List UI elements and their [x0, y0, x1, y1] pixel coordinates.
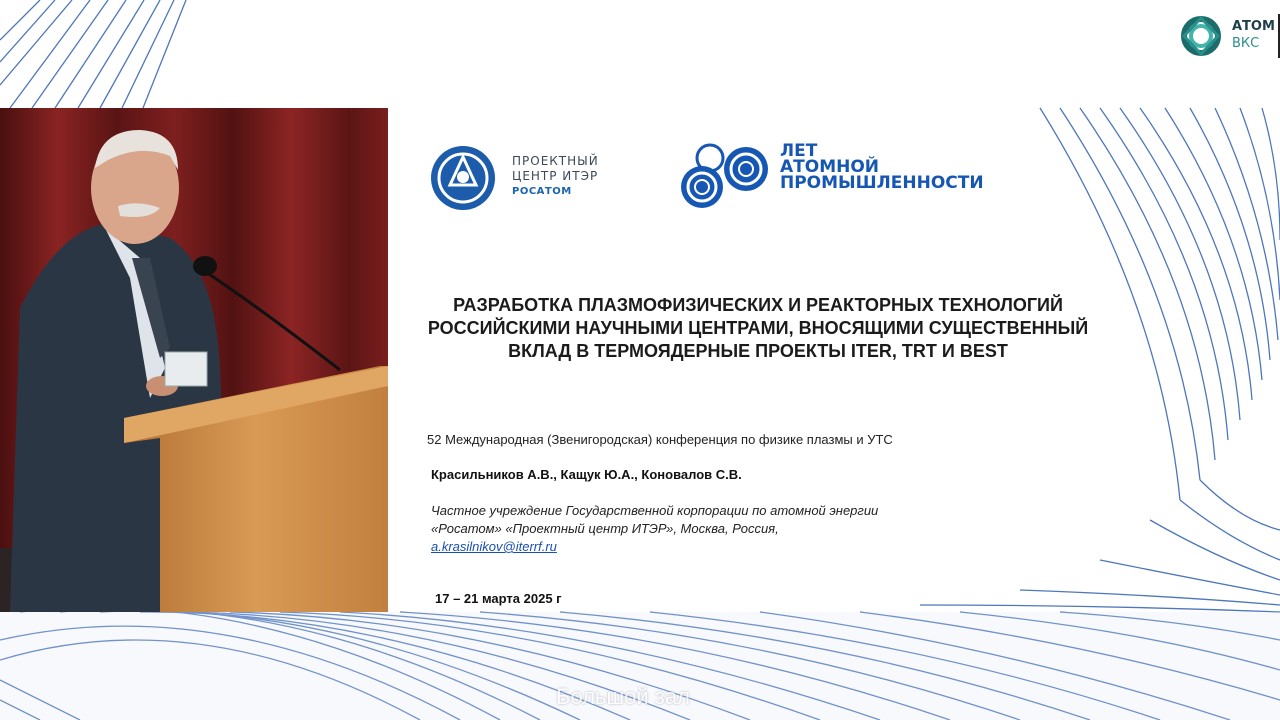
itr-line3: РОСАТОМ: [512, 186, 572, 197]
eighty-line2: АТОМНОЙ: [780, 157, 880, 177]
affiliation-line2: «Росатом» «Проектный центр ИТЭР», Москва, Россия,: [431, 521, 779, 536]
speaker-video: [0, 108, 388, 612]
iter-project-center-logo: [430, 145, 630, 211]
itr-line1: ПРОЕКТНЫЙ: [512, 154, 599, 168]
authors: Красильников А.В., Кащук Ю.А., Коновалов С.В.: [431, 467, 742, 482]
atom-logo-icon: [1176, 12, 1226, 60]
atom-vks-brand: [1176, 12, 1280, 60]
conference-dates: 17 – 21 марта 2025 г: [435, 591, 562, 606]
eighty-emblem-icon: [680, 143, 776, 213]
title-line2: РОССИЙСКИМИ НАУЧНЫМИ ЦЕНТРАМИ, ВНОСЯЩИМИ СУЩЕСТВЕННЫЙ: [427, 318, 1089, 338]
contact-email-link[interactable]: a.krasilnikov@iterrf.ru: [431, 539, 557, 554]
eighty-years-logo: [680, 143, 1020, 213]
eighty-line1: ЛЕТ: [780, 141, 818, 161]
itr-line2: ЦЕНТР ИТЭР: [512, 169, 599, 183]
room-caption: Большой зал: [556, 684, 690, 709]
title-line3: ВКЛАД В ТЕРМОЯДЕРНЫЕ ПРОЕКТЫ ITER, TRT И BEST: [508, 341, 1008, 361]
affiliation: [431, 502, 878, 556]
brand-subname: ВКС: [1232, 36, 1260, 51]
rosatom-logo-icon: [430, 145, 496, 211]
title-line1: РАЗРАБОТКА ПЛАЗМОФИЗИЧЕСКИХ И РЕАКТОРНЫХ ТЕХНОЛОГИЙ: [453, 295, 1063, 315]
eighty-line3: ПРОМЫШЛЕННОСТИ: [780, 173, 984, 193]
affiliation-line1: Частное учреждение Государственной корпорации по атомной энергии: [431, 503, 879, 518]
brand-name: АТОМ: [1232, 19, 1275, 34]
slide-title: [388, 294, 1128, 363]
conference-name: 52 Международная (Звенигородская) конференция по физике плазмы и УТС: [427, 432, 893, 447]
